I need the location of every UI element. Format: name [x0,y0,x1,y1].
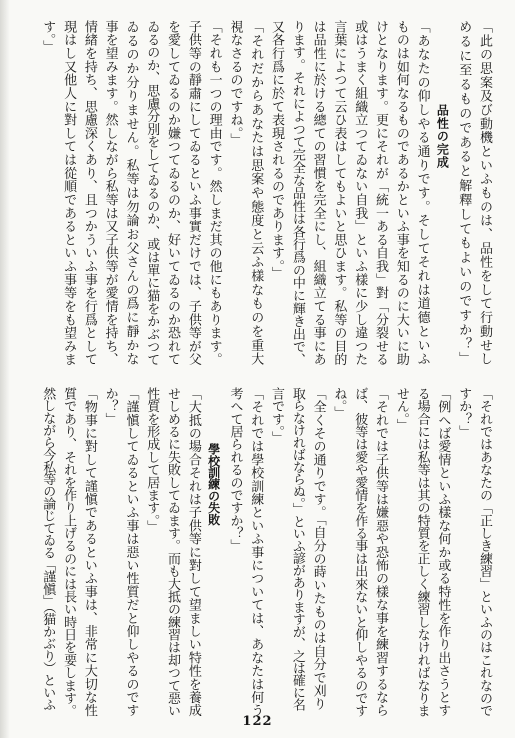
page-number: 122 [242,714,273,729]
text-column: 「此の思案及び動機といふものは、品性をして行動せし [477,20,492,366]
text-column: は品性に於ける總ての習慣を完全にし、組織立てる事にあ [310,20,326,367]
text-column: 「それだからあなたは思案や態度と云ふ樣なものを重大 [248,20,264,366]
text-column: 「あなたの仰しやる通りです。そしてそれは道德といふ [414,20,430,366]
text-column: 情緖を持ち、思慮深くあり、且つかういふ事を行爲として [81,20,97,367]
text-column: 「それでは學校訓練といふ事については、あなたは何う [248,387,264,717]
text-column: す。」 [40,20,56,54]
text-column: ゐるのか、思慮分別をしてゐるのか、或は單に猫をかぶつて [144,20,160,366]
text-column: 「大抵の場合それは子供等に對して望ましい特性を養成 [185,387,201,717]
text-column: 取らなければならぬ。」といふ諺がありますが、之は確に名 [289,387,305,711]
text-column: 然しながら今私等の論じてゐる「謹愼」（猫かぶり）といふ [40,387,56,711]
text-column: ば、彼等は愛や愛情を作る事は出來ないと仰しやるのです [352,387,368,717]
text-column: 考へて居られるのですか？」 [227,387,243,552]
text-column: 現はし又他人に對しては從順であるといふ事等をも望みま [61,20,77,367]
text-column: 子供等の靜肅にしてゐるといふ事實だけでは、子供等が父 [185,20,201,367]
text-column: ね。」 [331,387,347,419]
section-heading: 品性の完成 [435,104,450,169]
text-column: か？」 [102,387,118,426]
text-column: 性質を形成して居ます。」 [144,387,160,533]
text-column: めるに至るものであると解釋してもよいのですか？」 [456,20,472,367]
text-column: ものは如何なるものであるかといふ事を知るのに大いに助 [393,20,409,367]
text-column: を愛してゐるのか嫌つてゐるのか、好いてゐるのか恐れて [165,20,181,367]
text-column: せしめるに失敗してゐます。而も大抵の練習は却つて惡い [165,387,181,717]
page-edge-shadow [0,0,10,738]
text-column: 「全くその通りです。「自分の蒔いたものは自分で刈り [310,387,326,711]
section-heading: 學校訓練の失敗 [206,443,221,525]
text-column: 又各行爲に於て表現されるのであります。」 [269,20,285,280]
text-column: 「謹愼してゐるといふ事は惡い性質だと仰しやるのです [123,387,139,717]
text-column: 「物事に對して謹愼であるといふ事は、非常に大切な性 [81,387,97,717]
text-column: けとなります。更にそれが「統一ある自我」對「分裂せる [373,20,389,367]
text-column: 質であり、それを作り上げるのには長い時日を要します。 [61,387,77,717]
text-column: 「それでは子供等は嫌惡や恐怖の樣な事を練習するなら [373,387,389,717]
text-column: せん。」 [393,387,409,432]
text-column: 或はうまく組織立つてゐない自我」といふ樣に少し違つた [352,20,368,367]
text-column: 「それも一つの理由です。然しまだ其の他にもあります。 [206,20,222,367]
text-column: ゐるのか分りません。私等は勿論お父さんの爲に靜かな [123,20,139,366]
text-column: 言です。」 [269,387,285,444]
upper-text-block [36,20,494,366]
text-column: る場合には私等は其の特質を正しく練習しなければなりま [414,387,430,717]
text-column: 言葉によつて云ひ表はしてもよいと思ひます。私等の目的 [331,20,347,367]
text-column: ります。それによつて完全な品性は各行爲の中に輝き出で、 [289,20,305,366]
text-column: 「例へば愛情といふ樣な何か或る特性を作り出さうとす [435,387,451,717]
text-column: 視なさるのですね。」 [227,20,243,147]
text-column: すか？」 [456,387,472,438]
text-column: 事を望みます。然しながら私等は又子供等が愛情を持ち、 [102,20,118,367]
lower-text-block [36,387,494,717]
text-column: 「それではあなたの「正しき練習」といふのはこれなので [477,387,492,717]
